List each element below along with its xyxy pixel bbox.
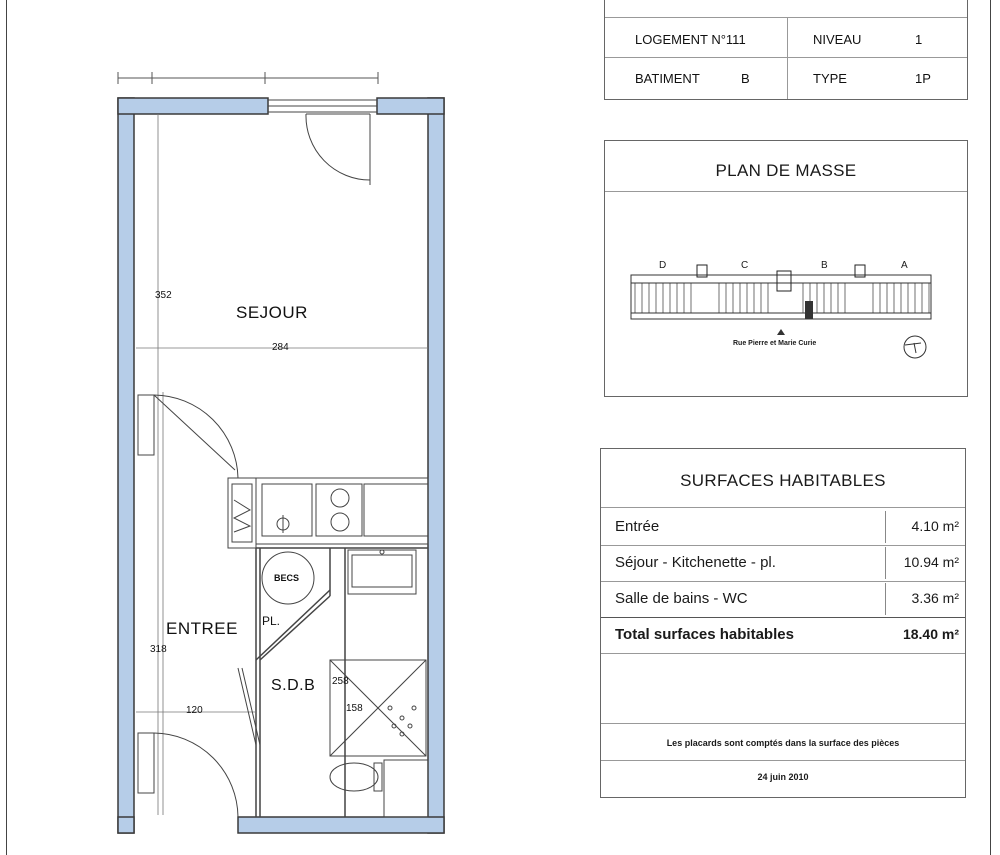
site-plan-panel [604, 140, 968, 397]
dimension-sdb-length: 258 [332, 676, 349, 687]
batiment-label: BATIMENT [635, 71, 700, 86]
surface-total-bottom-rule [601, 653, 965, 654]
dimension-sdb-width: 158 [346, 703, 363, 714]
surfaces-panel [600, 448, 966, 798]
surface-total-value: 18.40 m² [902, 626, 959, 642]
kitchenette [256, 478, 428, 544]
dimension-sejour-width: 284 [272, 342, 289, 353]
dimension-total-length: 352 [155, 290, 172, 301]
building-letter-c: C [741, 260, 749, 271]
info-rule-top [605, 17, 967, 18]
entrance-arrow [777, 329, 785, 335]
surfaces-title: SURFACES HABITABLES [680, 471, 886, 490]
surfaces-title-rule [601, 507, 965, 508]
fixture-label-closet: PL. [262, 614, 281, 628]
info-table [604, 0, 968, 100]
surface-value: 3.36 m² [911, 590, 959, 606]
room-label-sejour: SEJOUR [236, 303, 308, 322]
surface-row-sejour [601, 545, 965, 581]
street-name: Rue Pierre et Marie Curie [733, 340, 817, 347]
surfaces-note: Les placards sont comptés dans la surface des pièces [666, 738, 900, 748]
surfaces-note-rule [601, 723, 965, 724]
building-b-highlight [805, 301, 813, 319]
dimension-entree-width: 120 [186, 705, 203, 716]
info-rule-vertical [787, 17, 788, 99]
building-letter-d: D [659, 260, 667, 271]
building-hatching [635, 283, 929, 313]
site-plan-title-rule [605, 191, 967, 192]
surfaces-date-rule [601, 760, 965, 761]
sdb-cabinet [384, 760, 428, 817]
surface-value: 4.10 m² [911, 518, 959, 534]
sejour-door [306, 114, 370, 185]
exterior-walls [118, 98, 444, 833]
window-top [268, 100, 377, 112]
surface-label: Séjour - Kitchenette - pl. [615, 554, 776, 571]
surface-value: 10.94 m² [903, 554, 959, 570]
sdb-sink [348, 550, 416, 594]
site-plan-title: PLAN DE MASSE [715, 161, 857, 180]
room-label-sdb: S.D.B [271, 677, 316, 694]
dimension-lines [136, 114, 428, 815]
stairwells [697, 265, 865, 291]
dimension-entree-length: 318 [150, 644, 167, 655]
surface-row-entree [601, 509, 965, 545]
surface-row-total [601, 617, 965, 653]
building-letter-b: B [821, 260, 828, 271]
top-dimension-line [118, 72, 378, 84]
building-row [631, 275, 931, 319]
entree-door-lower [138, 733, 238, 817]
surface-label: Salle de bains - WC [615, 590, 748, 607]
niveau-value: 1 [915, 32, 923, 47]
surface-label: Entrée [615, 518, 660, 535]
batiment-value: B [741, 71, 750, 86]
type-label: TYPE [813, 71, 847, 86]
niveau-label: NIVEAU [813, 32, 862, 47]
building-letter-a: A [901, 260, 908, 271]
surface-row-sdb [601, 581, 965, 617]
heater [228, 478, 256, 548]
surfaces-date: 24 juin 2010 [757, 772, 809, 782]
entree-door-upper [138, 395, 238, 478]
type-value: 1P [915, 71, 931, 86]
wc [330, 763, 382, 791]
room-label-entree: ENTREE [166, 619, 238, 638]
info-rule-middle [605, 57, 967, 58]
logement-label: LOGEMENT N°111 [635, 32, 746, 47]
surface-total-label: Total surfaces habitables [615, 626, 794, 643]
fixture-label-becs: BECS [274, 573, 300, 583]
north-arrow [904, 336, 926, 358]
